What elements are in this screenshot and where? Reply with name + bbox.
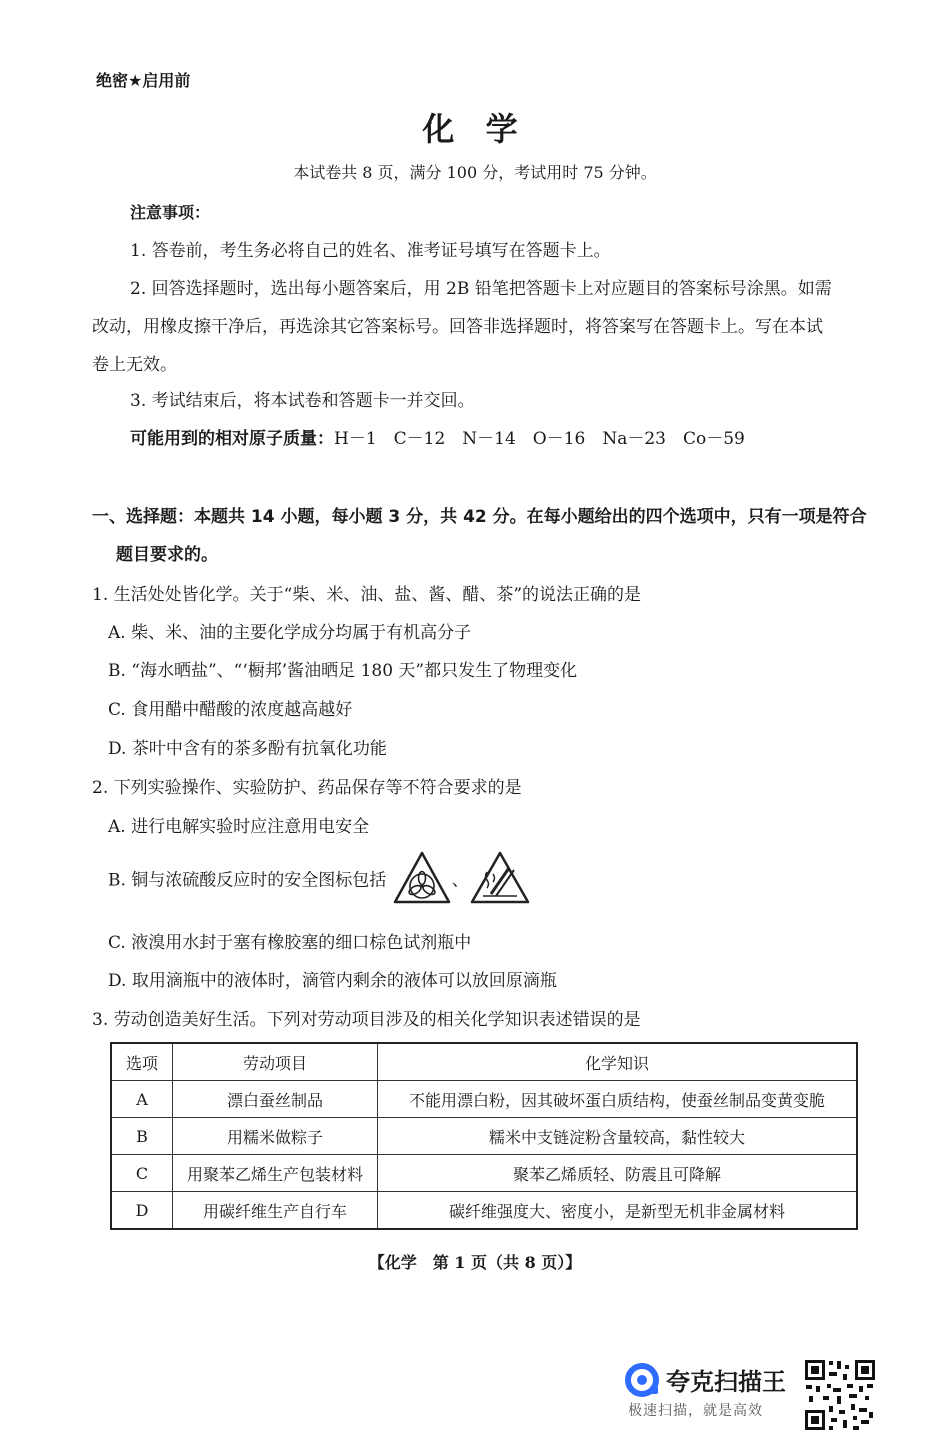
question-2-stem: 2. 下列实验操作、实验防护、药品保存等不符合要求的是 — [92, 778, 522, 798]
table-cell-option: D — [111, 1192, 173, 1230]
table-cell-project: 用碳纤维生产自行车 — [173, 1192, 378, 1230]
question-3-table — [110, 1042, 858, 1230]
notice-item-2-line-3: 卷上无效。 — [92, 355, 177, 375]
notice-item-2-line-1: 2. 回答选择题时，选出每小题答案后，用 2B 铅笔把答题卡上对应题目的答案标号涂黑。如需 — [130, 279, 832, 299]
question-1-option-c: C. 食用醋中醋酸的浓度越高越好 — [108, 700, 353, 720]
notice-heading: 注意事项： — [130, 203, 211, 222]
question-3-stem: 3. 劳动创造美好生活。下列对劳动项目涉及的相关化学知识表述错误的是 — [92, 1010, 641, 1030]
question-1-option-a: A. 柴、米、油的主要化学成分均属于有机高分子 — [108, 623, 472, 643]
table-header: 劳动项目 — [173, 1043, 378, 1081]
scanner-tagline: 极速扫描，就是高效 — [628, 1403, 763, 1419]
question-2-option-b — [108, 850, 531, 906]
scanner-brand-name: 夸克扫描王 — [666, 1368, 786, 1396]
table-cell-knowledge: 聚苯乙烯质轻、防震且可降解 — [378, 1155, 858, 1192]
question-1-option-d: D. 茶叶中含有的茶多酚有抗氧化功能 — [108, 739, 387, 759]
hot-surface-warning-icon — [469, 850, 531, 906]
notice-item-1: 1. 答卷前，考生务必将自己的姓名、准考证号填写在答题卡上。 — [130, 241, 611, 261]
table-cell-knowledge: 糯米中支链淀粉含量较高，黏性较大 — [378, 1118, 858, 1155]
table-header: 化学知识 — [378, 1043, 858, 1081]
table-cell-knowledge: 碳纤维强度大、密度小，是新型无机非金属材料 — [378, 1192, 858, 1230]
section-heading-line-1: 一、选择题：本题共 14 小题，每小题 3 分，共 42 分。在每小题给出的四个选项中，只有一项是符合 — [92, 507, 867, 527]
table-cell-option: C — [111, 1155, 173, 1192]
atomic-mass-label: 可能用到的相对原子质量： — [130, 429, 334, 449]
table-row — [111, 1155, 857, 1192]
atomic-mass-line — [130, 424, 745, 449]
table-row — [111, 1081, 857, 1118]
table-header: 选项 — [111, 1043, 173, 1081]
question-1-option-b: B. “海水晒盐”、“‘橱邦’酱油晒足 180 天”都只发生了物理变化 — [108, 661, 578, 681]
table-cell-project: 用聚苯乙烯生产包装材料 — [173, 1155, 378, 1192]
confidential-label: 绝密★启用前 — [96, 71, 191, 90]
question-2-option-d: D. 取用滴瓶中的液体时，滴管内剩余的液体可以放回原滴瓶 — [108, 971, 557, 991]
scanner-watermark — [622, 1362, 798, 1422]
page-title: 化 学 — [422, 110, 528, 148]
section-heading-line-2: 题目要求的。 — [116, 545, 218, 565]
notice-item-3: 3. 考试结束后，将本试卷和答题卡一并交回。 — [130, 391, 475, 411]
table-cell-project: 漂白蚕丝制品 — [173, 1081, 378, 1118]
table-header-row — [111, 1043, 857, 1081]
scanner-logo-icon — [624, 1362, 660, 1398]
exam-info: 本试卷共 8 页，满分 100 分，考试用时 75 分钟。 — [293, 163, 657, 182]
question-2-option-c: C. 液溴用水封于塞有橡胶塞的细口棕色试剂瓶中 — [108, 933, 472, 953]
table-cell-option: B — [111, 1118, 173, 1155]
question-1-stem: 1. 生活处处皆化学。关于“柴、米、油、盐、酱、醋、茶”的说法正确的是 — [92, 585, 642, 605]
ventilation-warning-icon — [392, 850, 452, 906]
notice-item-2-line-2: 改动，用橡皮擦干净后，再选涂其它答案标号。回答非选择题时，将答案写在答题卡上。写在本试 — [92, 317, 823, 337]
icon-separator: 、 — [451, 870, 469, 891]
question-2-option-b-text: B. 铜与浓硫酸反应时的安全图标包括 — [108, 870, 387, 891]
table-cell-knowledge: 不能用漂白粉，因其破坏蛋白质结构，使蚕丝制品变黄变脆 — [378, 1081, 858, 1118]
page-footer: 【化学 第 1 页（共 8 页）】 — [368, 1253, 582, 1272]
qr-code-icon — [803, 1358, 877, 1432]
table-row — [111, 1118, 857, 1155]
table-row — [111, 1192, 857, 1230]
table-cell-option: A — [111, 1081, 173, 1118]
table-cell-project: 用糯米做粽子 — [173, 1118, 378, 1155]
question-2-option-a: A. 进行电解实验时应注意用电安全 — [108, 817, 370, 837]
atomic-mass-values: H－1 C－12 N－14 O－16 Na－23 Co－59 — [334, 429, 745, 449]
